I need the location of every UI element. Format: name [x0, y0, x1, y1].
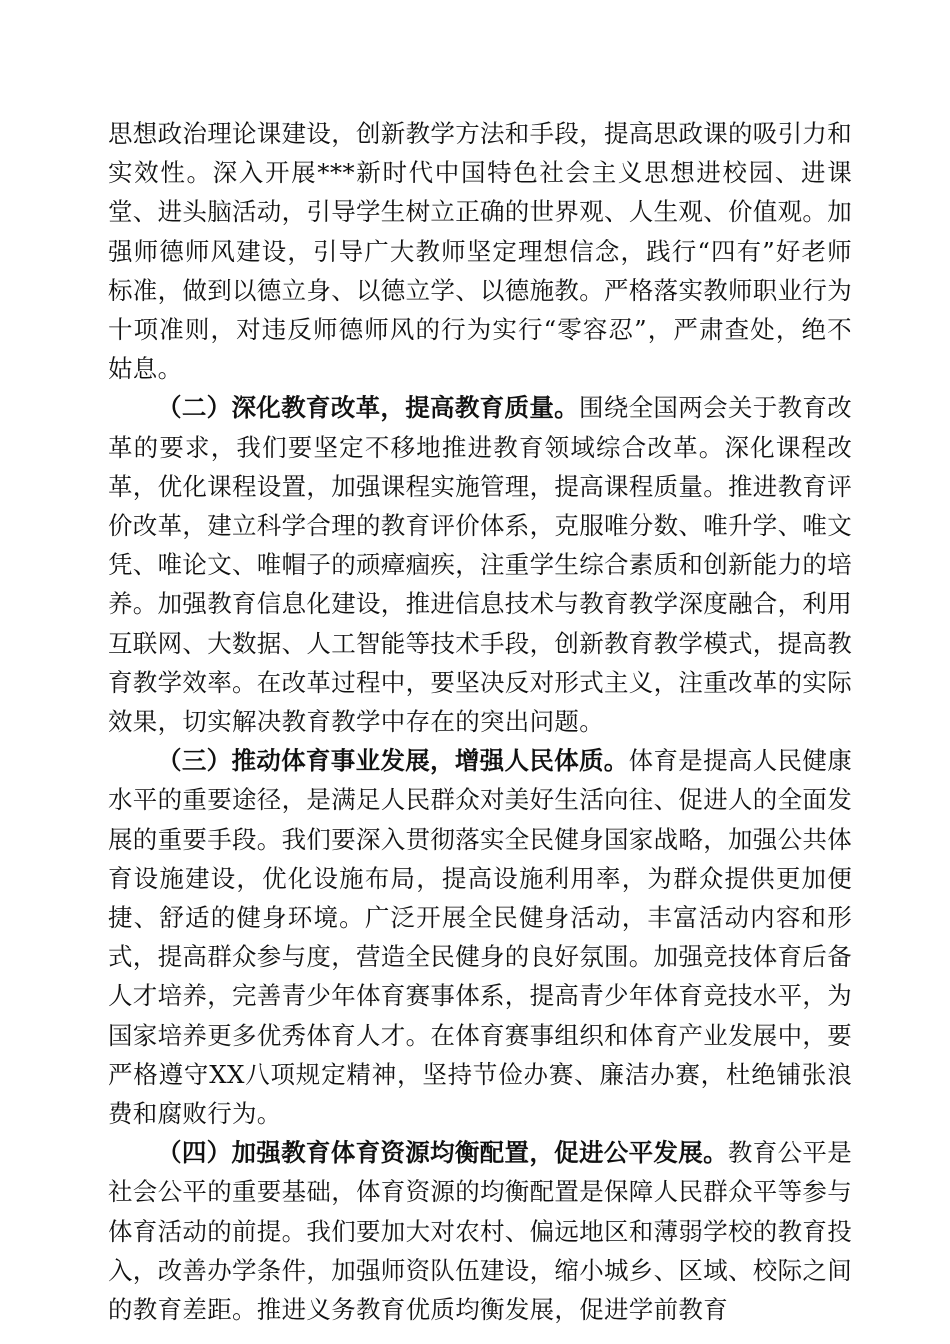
- section-heading: （四）加强教育体育资源均衡配置，促进公平发展。: [157, 1138, 728, 1168]
- paragraph-text: 教育公平是社会公平的重要基础，体育资源的均衡配置是保障人民群众平等参与体育活动的前提。我们要加大对农村、偏远地区和薄弱学校的教育投入，改善办学条件，加强师资队伍建设，缩小城乡、区域、校际之间的教育差距。推进义务教育优质均衡发展，促进学前教育: [108, 1138, 852, 1325]
- section-heading: （三）推动体育事业发展，增强人民体质。: [157, 746, 629, 776]
- paragraph-text: 思想政治理论课建设，创新教学方法和手段，提高思政课的吸引力和实效性。深入开展***新时代中国特色社会主义思想进校园、进课堂、进头脑活动，引导学生树立正确的世界观、人生观、价值观。加强师德师风建设，引导广大教师坚定理想信念，践行“四有”好老师标准，做到以德立身、以德立学、以德施教。严格落实教师职业行为十项准则，对违反师德师风的行为实行“零容忍”，严肃查处，绝不姑息。: [108, 119, 852, 384]
- paragraph-text: 体育是提高人民健康水平的重要途径，是满足人民群众对美好生活向往、促进人的全面发展的重要手段。我们要深入贯彻落实全民健身国家战略，加强公共体育设施建设，优化设施布局，提高设施利用率，为群众提供更加便捷、舒适的健身环境。广泛开展全民健身活动，丰富活动内容和形式，提高群众参与度，营造全民健身的良好氛围。加强竞技体育后备人才培养，完善青少年体育赛事体系，提高青少年体育竞技水平，为国家培养更多优秀体育人才。在体育赛事组织和体育产业发展中，要严格遵守XX八项规定精神，坚持节俭办赛、廉洁办赛，杜绝铺张浪费和腐败行为。: [108, 746, 852, 1129]
- document-body: [108, 114, 852, 1329]
- section-heading: （二）深化教育改革，提高教育质量。: [157, 393, 579, 423]
- paragraph-continuation: [108, 114, 852, 388]
- paragraph-section-4: [108, 1133, 852, 1329]
- paragraph-text: 围绕全国两会关于教育改革的要求，我们要坚定不移地推进教育领域综合改革。深化课程改革，优化课程设置，加强课程实施管理，提高课程质量。推进教育评价改革，建立科学合理的教育评价体系，克服唯分数、唯升学、唯文凭、唯论文、唯帽子的顽瘴痼疾，注重学生综合素质和创新能力的培养。加强教育信息化建设，推进信息技术与教育教学深度融合，利用互联网、大数据、人工智能等技术手段，创新教育教学模式，提高教育教学效率。在改革过程中，要坚决反对形式主义，注重改革的实际效果，切实解决教育教学中存在的突出问题。: [108, 393, 852, 737]
- paragraph-section-3: [108, 741, 852, 1133]
- paragraph-section-2: [108, 388, 852, 741]
